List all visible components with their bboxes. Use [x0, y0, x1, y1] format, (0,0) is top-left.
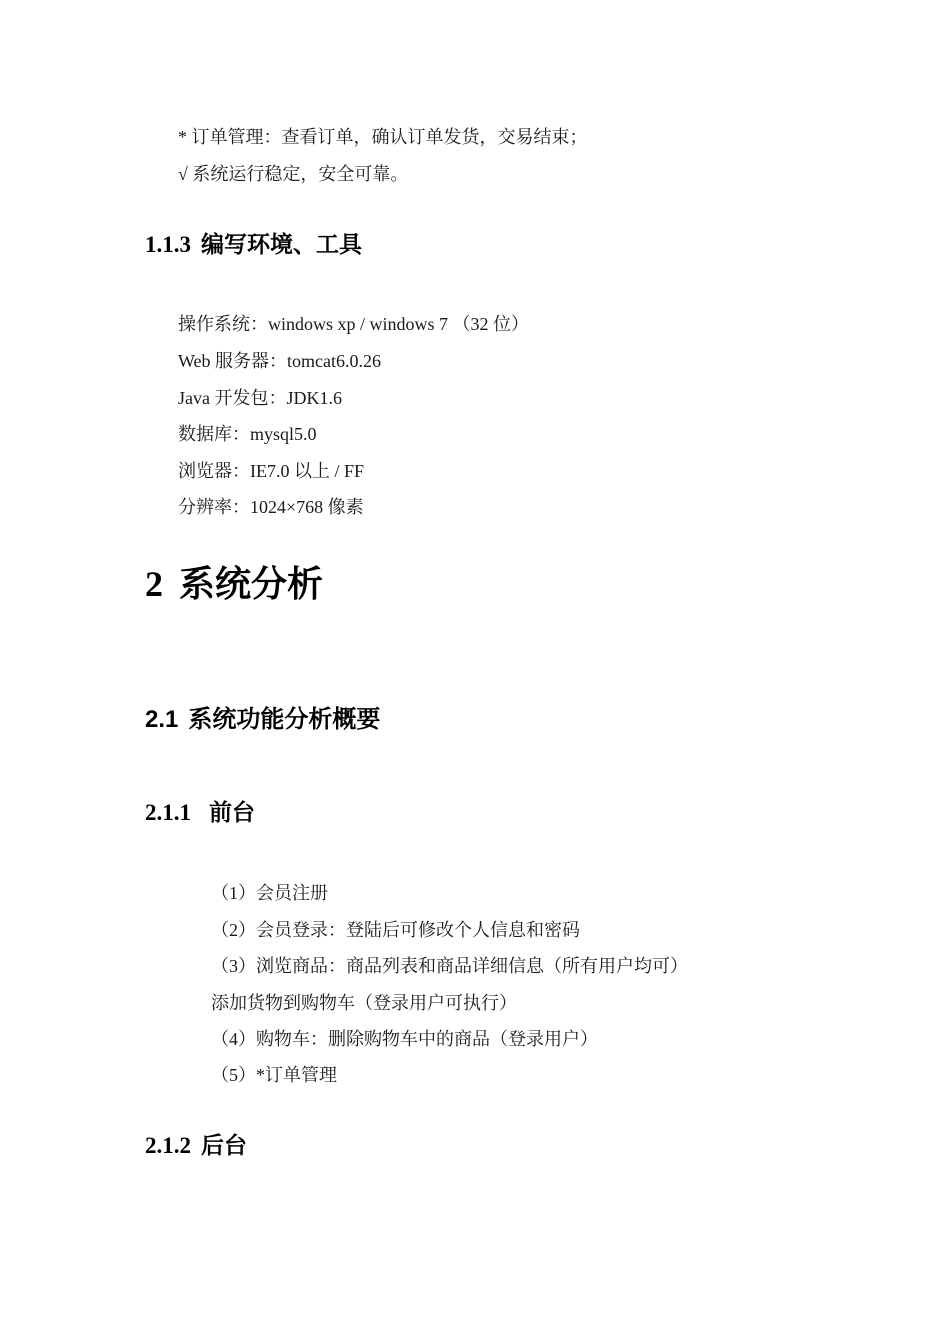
heading-1-1-3: [145, 230, 362, 260]
heading-title: 后台: [201, 1133, 247, 1158]
chapter-number: 2: [145, 564, 163, 604]
env-os: 操作系统：windows xp / windows 7 （32 位）: [178, 314, 530, 334]
frontend-item-login: （2）会员登录：登陆后可修改个人信息和密码: [211, 920, 580, 940]
intro-line-stability: √ 系统运行稳定，安全可靠。: [178, 164, 409, 184]
heading-number: 2.1.2: [145, 1133, 191, 1158]
env-web-server: Web 服务器：tomcat6.0.26: [178, 351, 382, 371]
frontend-item-register: （1）会员注册: [211, 883, 328, 903]
env-java-sdk: Java 开发包：JDK1.6: [178, 388, 342, 408]
frontend-item-add-to-cart: 添加货物到购物车（登录用户可执行）: [211, 993, 517, 1013]
env-browser: 浏览器：IE7.0 以上 / FF: [178, 461, 365, 481]
chapter-heading-2: [145, 562, 323, 606]
frontend-item-cart: （4）购物车：删除购物车中的商品（登录用户）: [211, 1029, 598, 1049]
heading-2-1-1: [145, 798, 255, 828]
chapter-title: 系统分析: [179, 564, 324, 604]
heading-2-1: [145, 705, 380, 735]
frontend-item-orders: （5）*订单管理: [211, 1065, 337, 1085]
heading-title: 前台: [209, 800, 255, 825]
heading-2-1-2: [145, 1131, 247, 1161]
heading-number: 2.1: [145, 706, 179, 733]
heading-number: 1.1.3: [145, 232, 191, 257]
intro-line-order-management: * 订单管理：查看订单，确认订单发货，交易结束；: [178, 127, 588, 147]
heading-number: 2.1.1: [145, 800, 191, 825]
frontend-item-browse: （3）浏览商品：商品列表和商品详细信息（所有用户均可）: [211, 956, 688, 976]
env-database: 数据库：mysql5.0: [178, 424, 317, 444]
heading-title: 系统功能分析概要: [188, 706, 381, 733]
env-resolution: 分辨率：1024×768 像素: [178, 497, 364, 517]
heading-title: 编写环境、工具: [201, 232, 362, 257]
